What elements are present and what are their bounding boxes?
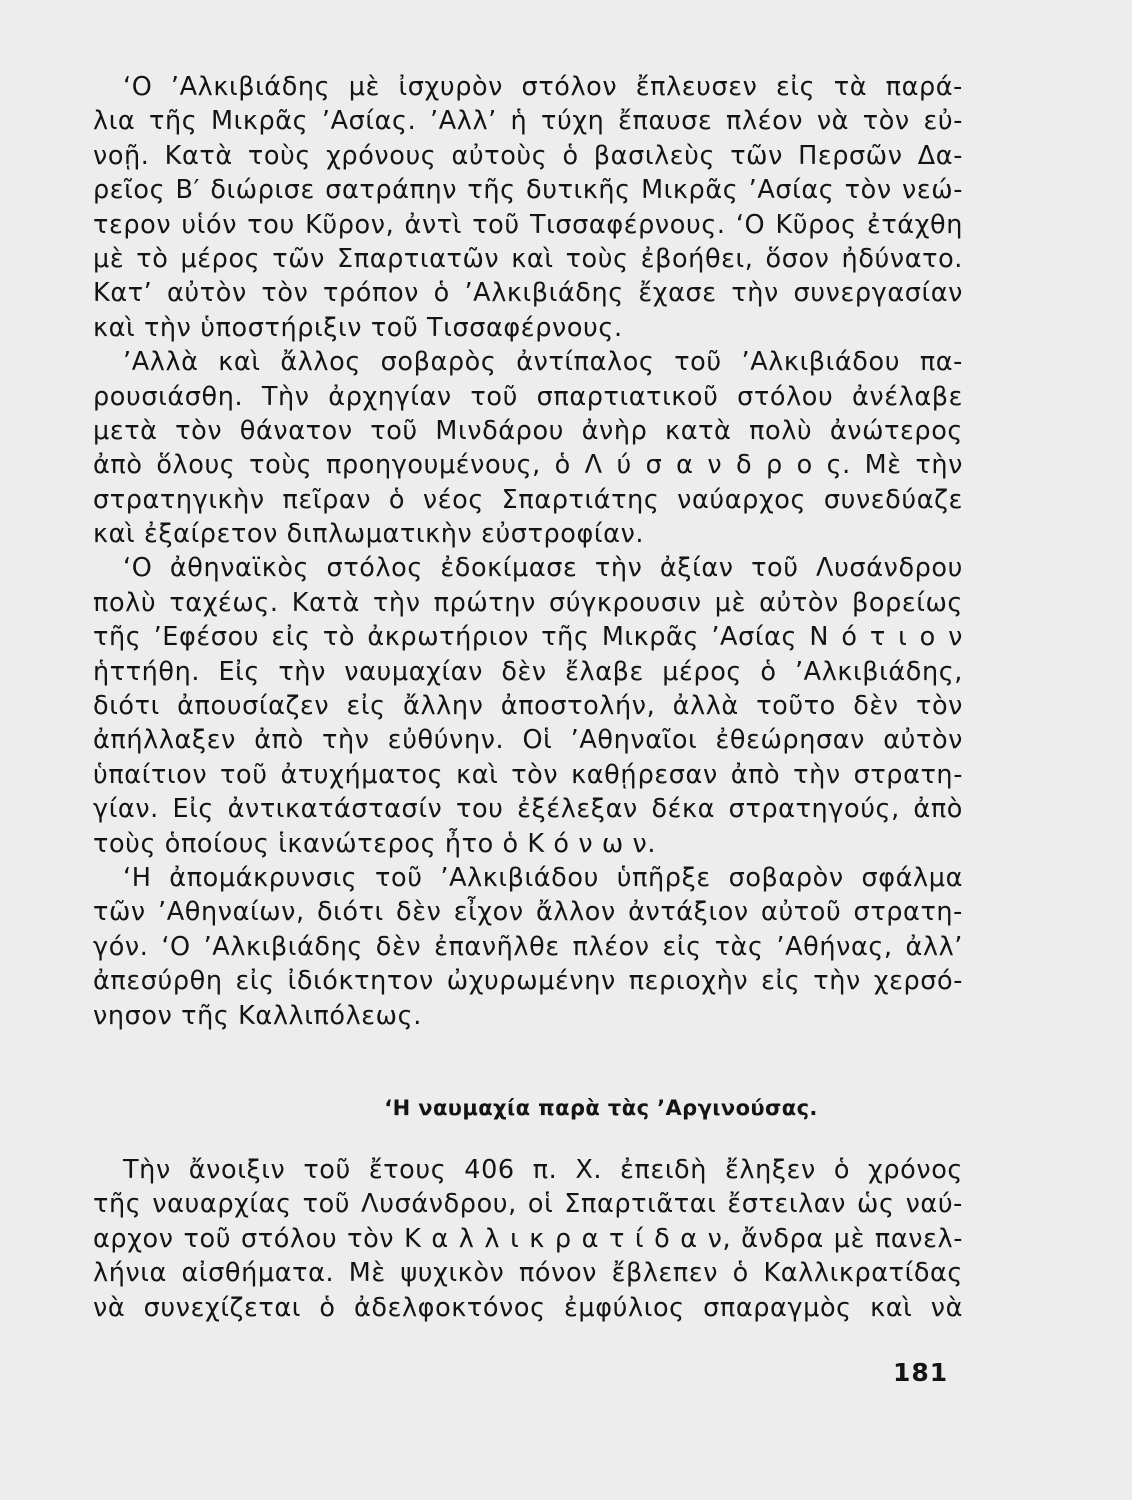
text-line: λια τῆς Μικρᾶς ’Ασίας. ’Αλλ’ ἡ τύχη ἔπαυσε πλέον νὰ τὸν εὐ-: [93, 106, 963, 137]
text-line: ‘Ο ἀθηναϊκὸς στόλος ἐδοκίμασε τὴν ἀξίαν τοῦ Λυσάνδρου: [123, 553, 963, 584]
text-line: τῶν ’Αθηναίων, διότι δὲν εἶχον ἄλλον ἀντάξιον αὐτοῦ στρατη-: [93, 897, 963, 928]
section-heading: [0, 1096, 1132, 1120]
text-line: ἀπήλλαξεν ἀπὸ τὴν εὐθύνην. Οἱ ’Αθηναῖοι ἐθεώρησαν αὐτὸν: [93, 725, 963, 756]
text-line: τῆς ’Εφέσου εἰς τὸ ἀκρωτήριον τῆς Μικρᾶς ’Ασίας Ν ό τ ι ο ν: [93, 622, 963, 653]
main-text: [93, 70, 963, 1033]
text-line: τῆς ναυαρχίας τοῦ Λυσάνδρου, οἱ Σπαρτιᾶται ἔστειλαν ὡς ναύ-: [93, 1189, 963, 1220]
text-line: ὑπαίτιον τοῦ ἀτυχήματος καὶ τὸν καθῄρεσαν ἀπὸ τὴν στρατη-: [93, 759, 963, 790]
text-line: καὶ ἐξαίρετον διπλωματικὴν εὐστροφίαν.: [93, 519, 645, 550]
text-line: μὲ τὸ μέρος τῶν Σπαρτιατῶν καὶ τοὺς ἐβοήθει, ὅσον ἠδύνατο.: [93, 243, 963, 274]
text-line: διότι ἀπουσίαζεν εἰς ἄλλην ἀποστολήν, ἀλλὰ τοῦτο δὲν τὸν: [93, 691, 963, 722]
section-text: [93, 1153, 963, 1325]
text-line: τοὺς ὁποίους ἱκανώτερος ἦτο ὁ Κ ό ν ω ν.: [93, 828, 657, 859]
text-line: νησον τῆς Καλλιπόλεως.: [93, 1000, 422, 1031]
text-line: νὰ συνεχίζεται ὁ ἀδελφοκτόνος ἐμφύλιος σπαραγμὸς καὶ νὰ: [93, 1292, 963, 1323]
text-line: αρχον τοῦ στόλου τὸν Κ α λ λ ι κ ρ α τ ί δ α ν, ἄνδρα μὲ πανελ-: [93, 1223, 963, 1254]
text-line: ἀπεσύρθη εἰς ἰδιόκτητον ὠχυρωμένην περιοχὴν εἰς τὴν χερσό-: [93, 966, 963, 997]
text-line: γίαν. Εἰς ἀντικατάστασίν του ἐξέλεξαν δέκα στρατηγούς, ἀπὸ: [93, 794, 963, 825]
page-number: 181: [893, 1358, 949, 1387]
text-line: πολὺ ταχέως. Κατὰ τὴν πρώτην σύγκρουσιν μὲ αὐτὸν βορείως: [93, 587, 963, 618]
text-line: ρουσιάσθη. Τὴν ἀρχηγίαν τοῦ σπαρτιατικοῦ στόλου ἀνέλαβε: [93, 381, 963, 412]
text-line: ’Αλλὰ καὶ ἄλλος σοβαρὸς ἀντίπαλος τοῦ ’Αλκιβιάδου πα-: [123, 347, 963, 378]
text-line: Τὴν ἄνοιξιν τοῦ ἔτους 406 π. Χ. ἐπειδὴ ἔληξεν ὁ χρόνος: [123, 1155, 963, 1185]
text-line: νοῇ. Κατὰ τοὺς χρόνους αὐτοὺς ὁ βασιλεὺς τῶν Περσῶν Δα-: [93, 140, 963, 171]
section-heading-text: ‘Η ναυμαχία παρὰ τὰς ’Αργινούσας.: [384, 1096, 818, 1120]
text-line: ἀπὸ ὅλους τοὺς προηγουμένους, ὁ Λ ύ σ α ν δ ρ ο ς. Μὲ τὴν: [93, 450, 963, 481]
text-line: καὶ τὴν ὑποστήριξιν τοῦ Τισσαφέρνους.: [93, 312, 623, 343]
text-line: μετὰ τὸν θάνατον τοῦ Μινδάρου ἀνὴρ κατὰ πολὺ ἀνώτερος: [93, 415, 963, 446]
text-line: ἡττήθη. Εἰς τὴν ναυμαχίαν δὲν ἔλαβε μέρος ὁ ’Αλκιβιάδης,: [93, 656, 963, 687]
text-line: ‘Η ἀπομάκρυνσις τοῦ ’Αλκιβιάδου ὑπῆρξε σοβαρὸν σφάλμα: [123, 862, 963, 893]
text-line: Κατ’ αὐτὸν τὸν τρόπον ὁ ’Αλκιβιάδης ἔχασε τὴν συνεργασίαν: [93, 278, 963, 309]
text-line: λήνια αἰσθήματα. Μὲ ψυχικὸν πόνον ἔβλεπεν ὁ Καλλικρατίδας: [93, 1258, 963, 1289]
text-line: στρατηγικὴν πεῖραν ὁ νέος Σπαρτιάτης ναύαρχος συνεδύαζε: [93, 484, 963, 515]
text-line: τερον υἱόν του Κῦρον, ἀντὶ τοῦ Τισσαφέρνους. ‘Ο Κῦρος ἐτάχθη: [93, 209, 963, 240]
text-line: ‘Ο ’Αλκιβιάδης μὲ ἰσχυρὸν στόλον ἔπλευσεν εἰς τὰ παρά-: [123, 72, 963, 102]
text-line: γόν. ‘Ο ’Αλκιβιάδης δὲν ἐπανῆλθε πλέον εἰς τὰς ’Αθήνας, ἀλλ’: [93, 931, 963, 962]
text-line: ρεῖος Β′ διώρισε σατράπην τῆς δυτικῆς Μικρᾶς ’Ασίας τὸν νεώ-: [93, 175, 963, 206]
